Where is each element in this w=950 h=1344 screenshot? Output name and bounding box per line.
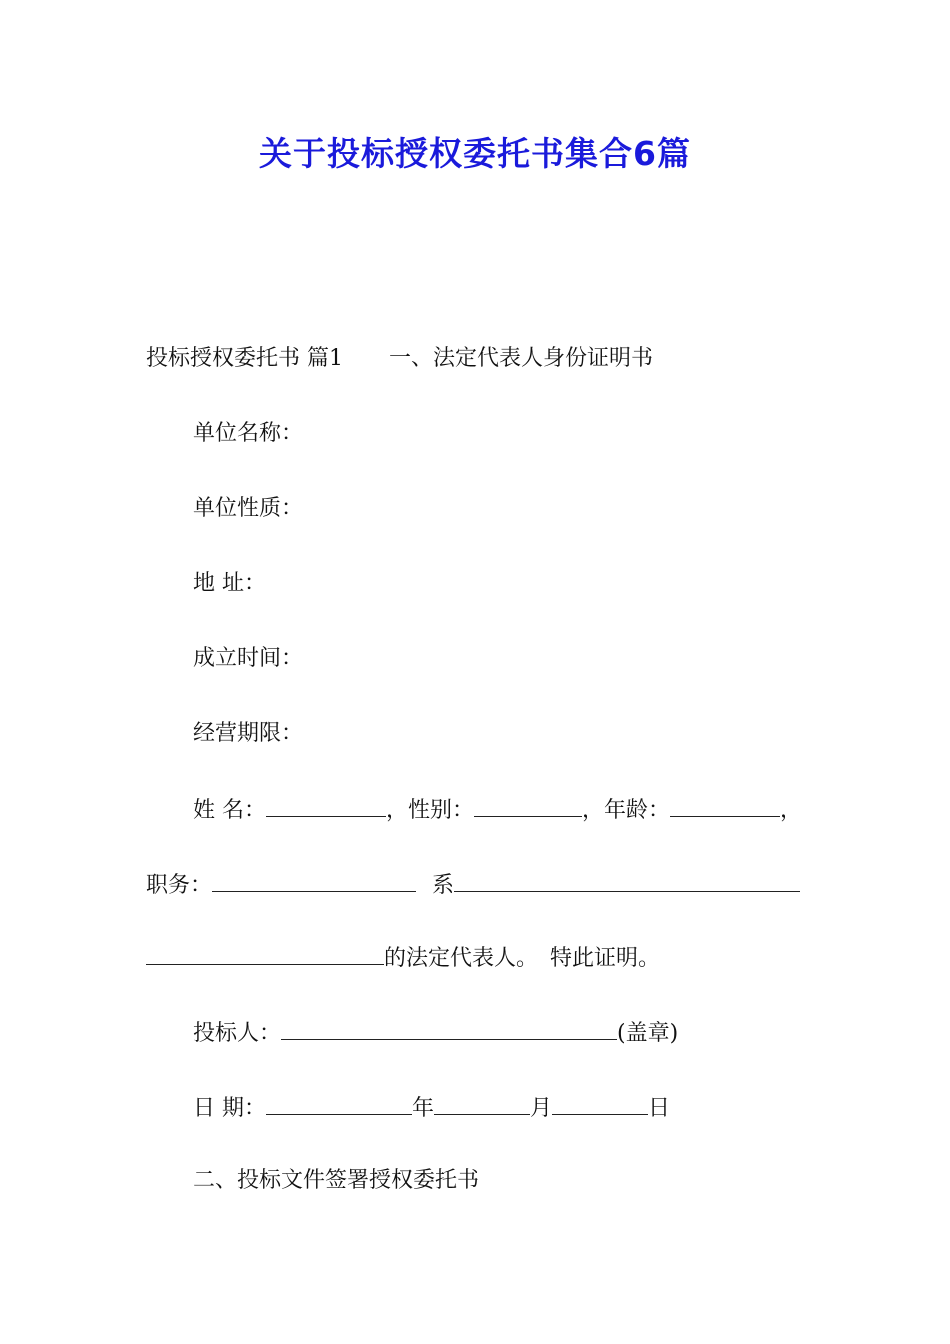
- bidder-label: 投标人：: [193, 1021, 282, 1046]
- position-label: 职务：: [146, 873, 213, 898]
- section-heading-row: [146, 344, 653, 374]
- seal-text: (盖章): [617, 1021, 679, 1046]
- bidder-blank: [281, 1017, 617, 1040]
- date-line: [193, 1092, 670, 1124]
- representative-line: [146, 942, 660, 974]
- day-label: 日: [648, 1096, 671, 1121]
- part-one-heading: 一、法定代表人身份证明书: [389, 346, 654, 371]
- bidder-line: [193, 1017, 678, 1049]
- position-blank: [212, 869, 416, 892]
- month-label: 月: [530, 1096, 553, 1121]
- unit-name-field: 单位名称：: [193, 421, 304, 446]
- name-label: 姓 名：: [193, 798, 266, 823]
- business-term-field: 经营期限：: [193, 721, 304, 746]
- founded-field: 成立时间：: [193, 646, 304, 671]
- unit-nature-field: 单位性质：: [193, 496, 304, 521]
- part-two-heading: 二、投标文件签署授权委托书: [193, 1168, 480, 1193]
- gender-blank: [474, 794, 582, 817]
- trailing-comma: ，: [780, 798, 803, 823]
- relation-blank: [454, 869, 800, 892]
- year-blank: [266, 1092, 412, 1115]
- document-title: 关于投标授权委托书集合6篇: [259, 134, 691, 173]
- month-blank: [434, 1092, 530, 1115]
- identity-line: [193, 794, 802, 826]
- age-blank: [670, 794, 780, 817]
- day-blank: [552, 1092, 648, 1115]
- name-blank: [266, 794, 386, 817]
- year-label: 年: [412, 1096, 435, 1121]
- certify-text: 特此证明。: [550, 946, 661, 971]
- organization-blank: [146, 942, 384, 965]
- position-line: [146, 869, 800, 901]
- date-label: 日 期：: [193, 1096, 266, 1121]
- relation-label: 系: [432, 873, 455, 898]
- section-heading: 投标授权委托书 篇1: [146, 346, 343, 371]
- legal-rep-text: 的法定代表人。: [384, 946, 539, 971]
- address-field: 地 址：: [193, 571, 266, 596]
- age-label: ，年龄：: [582, 798, 671, 823]
- gender-label: ，性别：: [386, 798, 475, 823]
